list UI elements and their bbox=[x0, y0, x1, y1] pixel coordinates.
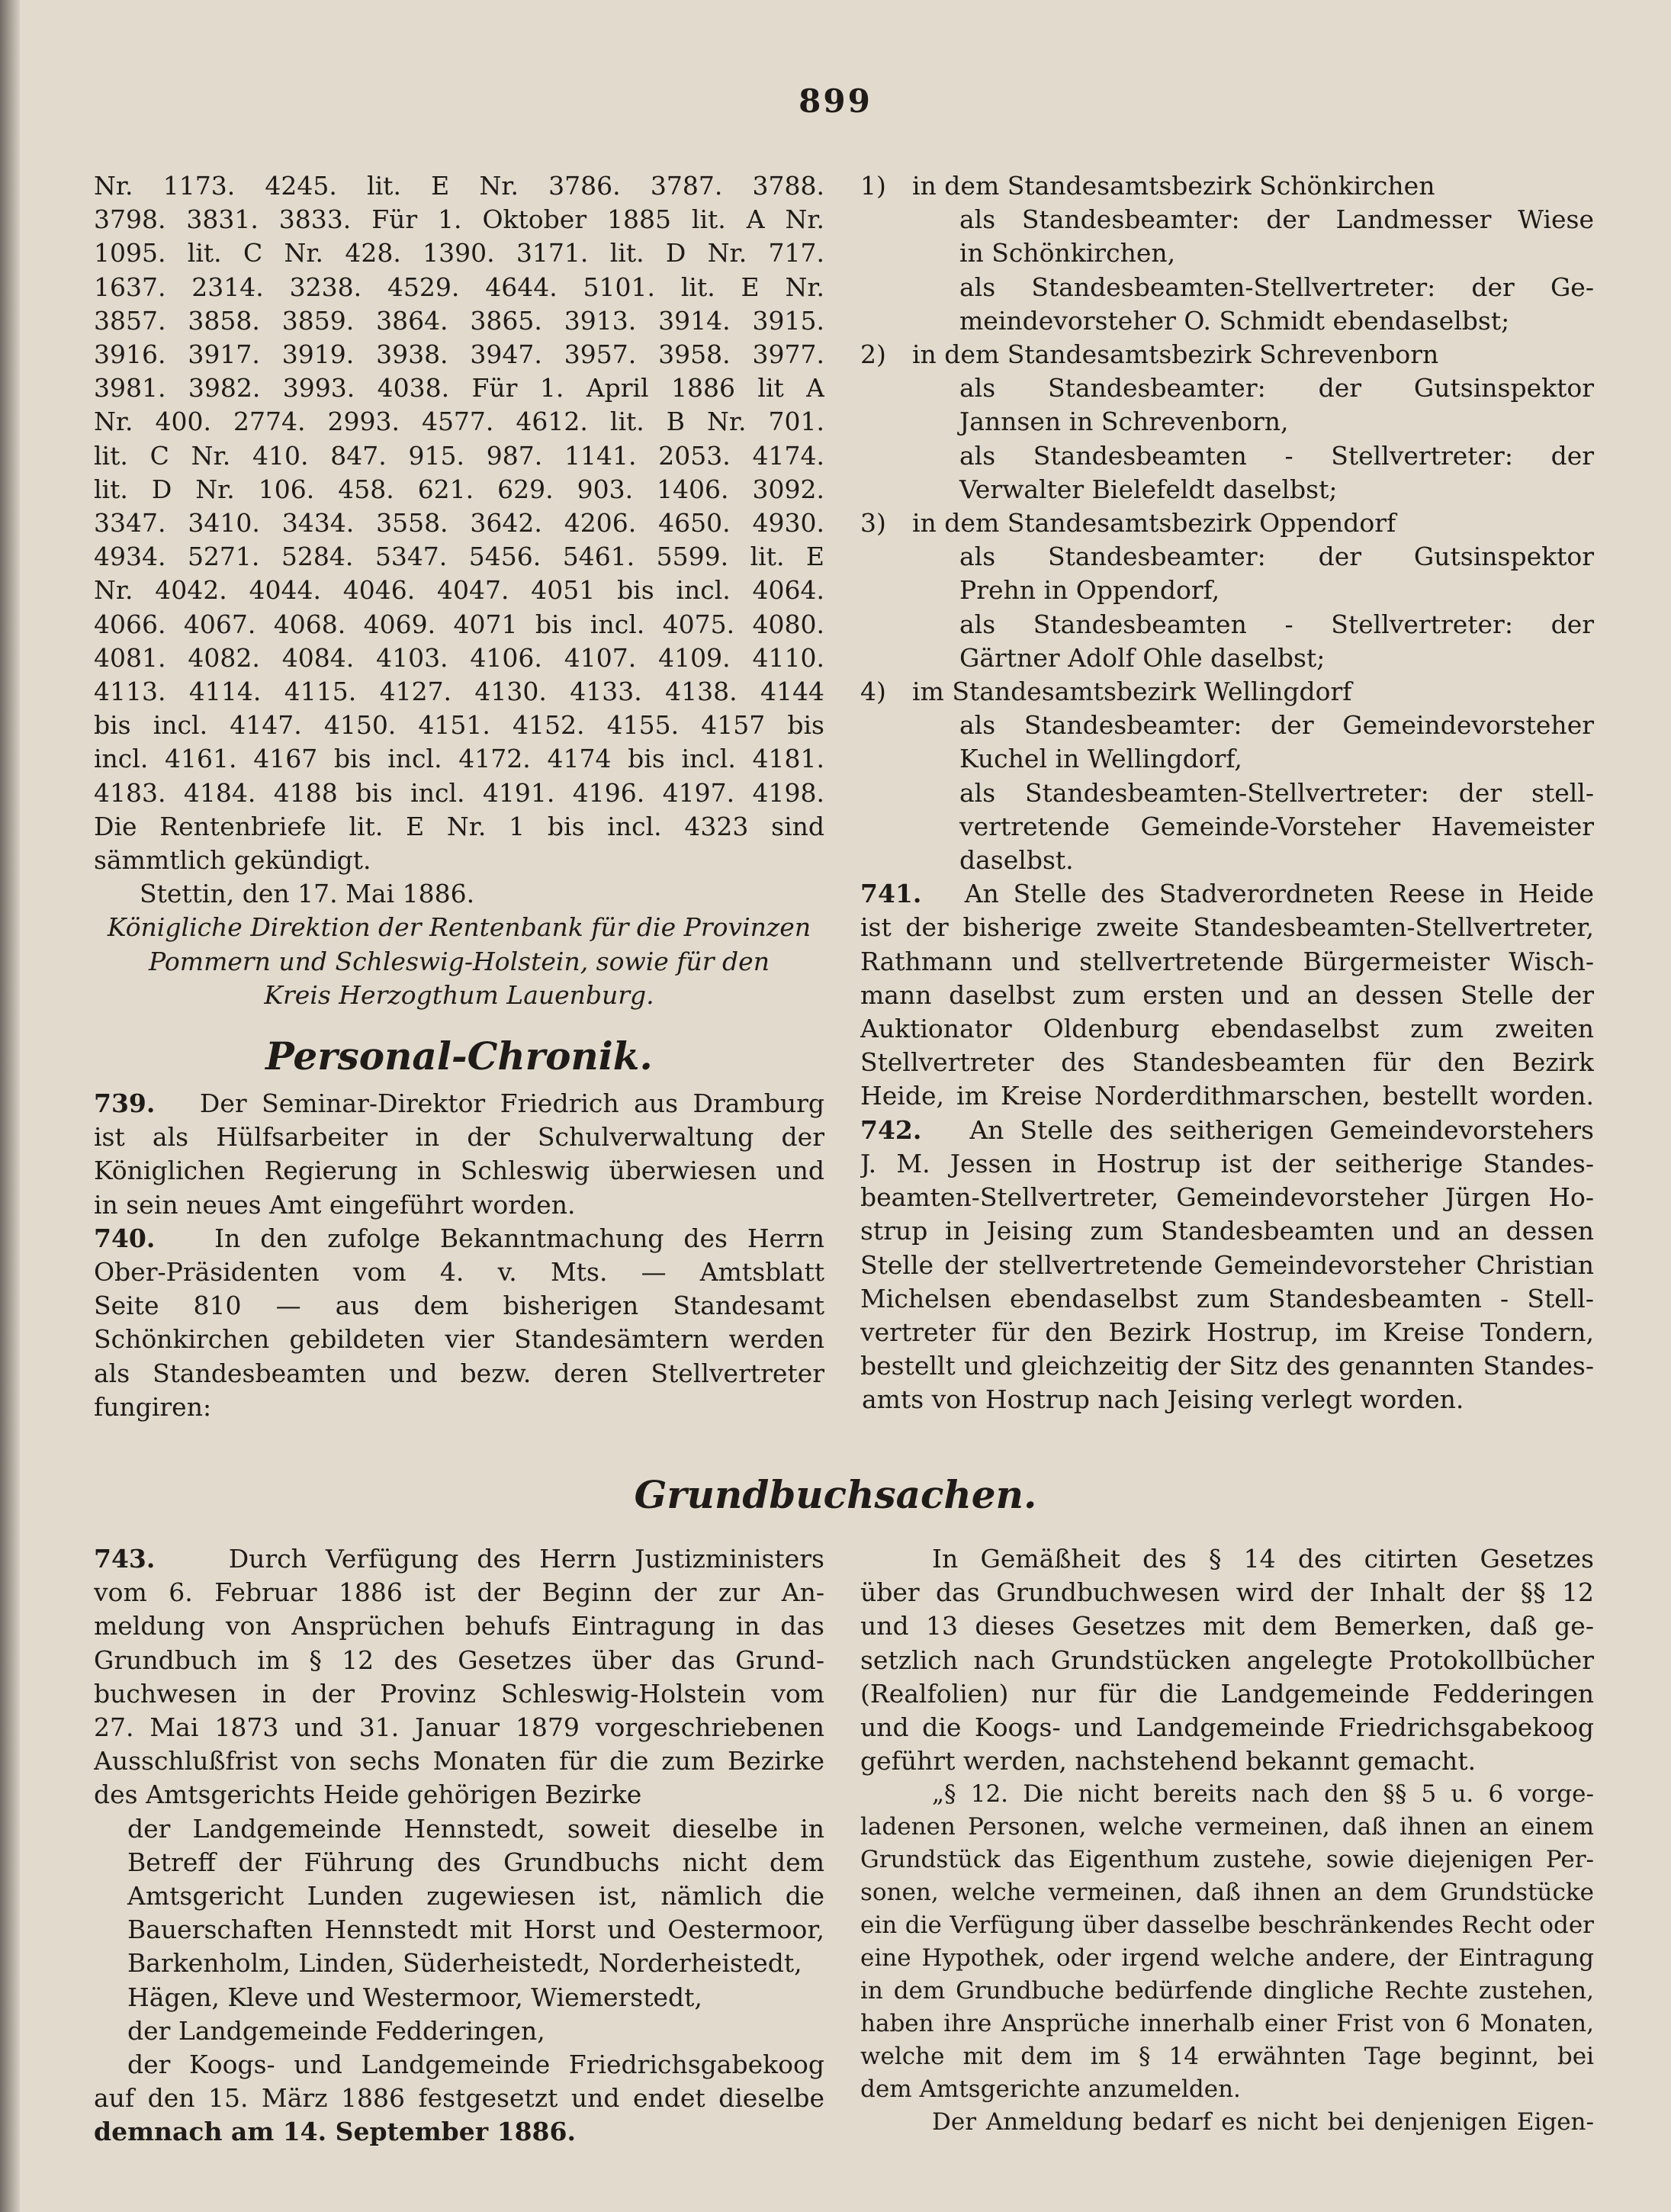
left-column-top bbox=[94, 169, 824, 1012]
text-line: Nr. 4042. 4044. 4046. 4047. 4051 bis incl. 4064. bbox=[94, 575, 824, 606]
text-line: Verwalter Bielefeldt daselbst; bbox=[959, 474, 1338, 504]
text-line: als Standesbeamten - Stellvertreter: der bbox=[959, 440, 1594, 471]
text-line: mann daselbst zum ersten und an dessen Stelle der bbox=[860, 979, 1594, 1010]
text-line: „§ 12. Die nicht bereits nach den §§ 5 u. 6 vorge- bbox=[932, 1780, 1594, 1809]
text-line: Ober-Präsidenten vom 4. v. Mts. — Amtsblatt bbox=[94, 1257, 824, 1288]
text-line: der Koogs- und Landgemeinde Friedrichsgabekoog bbox=[127, 2050, 824, 2080]
list-item-3 bbox=[860, 506, 1594, 675]
text-line: Stellvertreter des Standesbeamten für den Bezirk bbox=[860, 1047, 1594, 1078]
text-line: im Standesamtsbezirk Wellingdorf bbox=[912, 677, 1352, 707]
text-line: strup in Jeising zum Standesbeamten und an dessen bbox=[860, 1216, 1594, 1246]
text-line: in dem Standesamtsbezirk Oppendorf bbox=[912, 508, 1396, 539]
text-line: incl. 4161. 4167 bis incl. 4172. 4174 bis incl. 4181. bbox=[94, 744, 824, 774]
text-line: bis incl. 4147. 4150. 4151. 4152. 4155. 4157 bis bbox=[94, 710, 824, 741]
text-segment: In den zufolge Bekanntmachung des Herrn bbox=[214, 1223, 824, 1253]
text-line: Grundbuch im § 12 des Gesetzes über das Grund- bbox=[94, 1645, 824, 1675]
text-segment: An Stelle des seitherigen Gemeindevorstehers bbox=[969, 1114, 1594, 1145]
date-line: Stettin, den 17. Mai 1886. bbox=[140, 879, 475, 909]
right-column-top bbox=[860, 169, 1594, 1417]
text-line: fungiren: bbox=[94, 1391, 212, 1422]
text-line: als Standesbeamter: der Gutsinspektor bbox=[959, 373, 1594, 403]
text-line: 3347. 3410. 3434. 3558. 3642. 4206. 4650. 4930. bbox=[94, 508, 824, 539]
text-line: 3798. 3831. 3833. Für 1. Oktober 1885 lit. A Nr. bbox=[94, 204, 824, 235]
item-label: 2) bbox=[860, 339, 886, 370]
text-line: amts von Hostrup nach Jeising verlegt worden. bbox=[862, 1384, 1464, 1415]
personal-chronik-heading: Personal-Chronik. bbox=[265, 1034, 653, 1079]
text-line: 1095. lit. C Nr. 428. 1390. 3171. lit. D Nr. 717. bbox=[94, 238, 824, 268]
text-line: Heide, im Kreise Norderdithmarschen, bestellt worden. bbox=[860, 1081, 1594, 1111]
text-line: welche mit dem im § 14 erwähnten Tage beginnt, bei bbox=[860, 2043, 1594, 2071]
entry-number: 739. bbox=[94, 1088, 156, 1118]
text-line: Schönkirchen gebildeten vier Standesämtern werden bbox=[94, 1324, 824, 1355]
rentenbrief-list bbox=[94, 169, 824, 877]
signature-line: Königliche Direktion der Rentenbank für die Provinzen bbox=[107, 912, 811, 943]
grundbuch-left-column bbox=[94, 1542, 824, 2149]
text-line: sonen, welche vermeinen, daß ihnen an dem Grundstücke bbox=[860, 1879, 1594, 1907]
entry-number: 743. bbox=[94, 1544, 156, 1574]
text-line: daselbst. bbox=[959, 845, 1074, 876]
text-line: Auktionator Oldenburg ebendaselbst zum zweiten bbox=[860, 1014, 1594, 1044]
text-line: Rathmann und stellvertretende Bürgermeister Wisch- bbox=[860, 946, 1594, 976]
text-line: demnach am 14. September 1886. bbox=[94, 2117, 576, 2147]
signature-line: Pommern und Schleswig-Holstein, sowie für den bbox=[149, 946, 770, 976]
text-line bbox=[860, 877, 1594, 911]
text-line: vertretende Gemeinde-Vorsteher Havemeister bbox=[959, 811, 1594, 841]
text-line: meldung von Ansprüchen behufs Eintragung in das bbox=[94, 1611, 824, 1641]
text-line: und 13 dieses Gesetzes mit dem Bemerken, daß ge- bbox=[860, 1611, 1594, 1641]
text-line: ladenen Personen, welche vermeinen, daß ihnen an einem bbox=[860, 1813, 1594, 1841]
list-item-4 bbox=[860, 675, 1594, 877]
text-line: als Standesbeamter: der Landmesser Wiese bbox=[959, 204, 1594, 235]
text-line: Barkenholm, Linden, Süderheistedt, Norderheistedt, bbox=[127, 1948, 802, 1979]
text-line bbox=[94, 1542, 824, 1576]
text-line: als Standesbeamten-Stellvertreter: der stell- bbox=[959, 777, 1594, 808]
text-line: auf den 15. März 1886 festgesetzt und endet dieselbe bbox=[94, 2083, 824, 2114]
grundbuch-heading: Grundbuchsachen. bbox=[634, 1472, 1037, 1517]
text-line: Kuchel in Wellingdorf, bbox=[959, 744, 1242, 774]
entry-number: 740. bbox=[94, 1223, 156, 1253]
text-line: vertreter für den Bezirk Hostrup, im Kreise Tondern, bbox=[860, 1317, 1594, 1347]
text-line: 4066. 4067. 4068. 4069. 4071 bis incl. 4075. 4080. bbox=[94, 609, 824, 639]
text-line: der Landgemeinde Hennstedt, soweit dieselbe in bbox=[127, 1813, 824, 1844]
text-line: In Gemäßheit des § 14 des citirten Gesetzes bbox=[932, 1544, 1594, 1574]
entry-number: 741. bbox=[860, 879, 922, 909]
text-line: Die Rentenbriefe lit. E Nr. 1 bis incl. 4323 sind bbox=[94, 811, 824, 841]
text-line: buchwesen in der Provinz Schleswig-Holstein vom bbox=[94, 1678, 824, 1709]
text-line: Ausschlußfrist von sechs Monaten für die zum Bezirke bbox=[94, 1746, 824, 1776]
text-line: ist der bisherige zweite Standesbeamten-Stellvertreter, bbox=[860, 912, 1594, 943]
text-line: Seite 810 — aus dem bisherigen Standesamt bbox=[94, 1291, 824, 1321]
text-line: Der Anmeldung bedarf es nicht bei denjenigen Eigen- bbox=[932, 2108, 1594, 2136]
text-line: in dem Standesamtsbezirk Schrevenborn bbox=[912, 339, 1439, 370]
item-label: 3) bbox=[860, 508, 886, 539]
text-line: Prehn in Oppendorf, bbox=[959, 575, 1220, 606]
text-line: 3916. 3917. 3919. 3938. 3947. 3957. 3958. 3977. bbox=[94, 339, 824, 370]
paragraph-12-quote bbox=[860, 1778, 1594, 2139]
text-line: 4081. 4082. 4084. 4103. 4106. 4107. 4109. 4110. bbox=[94, 642, 824, 673]
text-line: in dem Standesamtsbezirk Schönkirchen bbox=[912, 171, 1435, 201]
text-line: Betreff der Führung des Grundbuchs nicht dem bbox=[127, 1847, 824, 1877]
entry-number: 742. bbox=[860, 1114, 922, 1145]
text-line: lit. C Nr. 410. 847. 915. 987. 1141. 2053. 4174. bbox=[94, 440, 824, 471]
entry-739 bbox=[94, 1087, 824, 1222]
text-line: sämmtlich gekündigt. bbox=[94, 845, 371, 876]
text-line bbox=[94, 1222, 824, 1256]
text-line: dem Amtsgerichte anzumelden. bbox=[860, 2075, 1241, 2104]
text-line: vom 6. Februar 1886 ist der Beginn der zur An- bbox=[94, 1577, 824, 1608]
text-segment: Durch Verfügung des Herrn Justizministers bbox=[228, 1544, 824, 1574]
text-line: über das Grundbuchwesen wird der Inhalt der §§ 12 bbox=[860, 1577, 1594, 1608]
list-item-1 bbox=[860, 169, 1594, 338]
text-line: in sein neues Amt eingeführt worden. bbox=[94, 1189, 576, 1220]
text-line: Hägen, Kleve und Westermoor, Wiemerstedt, bbox=[127, 1982, 702, 2012]
text-line: 27. Mai 1873 und 31. Januar 1879 vorgeschriebenen bbox=[94, 1712, 824, 1743]
text-line: J. M. Jessen in Hostrup ist der seitherige Standes- bbox=[860, 1148, 1594, 1178]
text-line: Königlichen Regierung in Schleswig überwiesen und bbox=[94, 1156, 824, 1186]
text-line: (Realfolien) nur für die Landgemeinde Fedderingen bbox=[860, 1678, 1594, 1709]
text-line: haben ihre Ansprüche innerhalb einer Frist von 6 Monaten, bbox=[860, 2010, 1594, 2038]
text-line: ist als Hülfsarbeiter in der Schulverwaltung der bbox=[94, 1122, 824, 1153]
text-line: setzlich nach Grundstücken angelegte Protokollbücher bbox=[860, 1645, 1594, 1675]
text-line: Michelsen ebendaselbst zum Standesbeamten - Stell- bbox=[860, 1283, 1594, 1313]
text-line: 1637. 2314. 3238. 4529. 4644. 5101. lit. E Nr. bbox=[94, 272, 824, 302]
text-line: in Schönkirchen, bbox=[959, 238, 1176, 268]
text-line: eine Hypothek, oder irgend welche andere, der Eintragung bbox=[860, 1944, 1594, 1972]
grundbuch-right-column bbox=[860, 1542, 1594, 2139]
text-line: als Standesbeamten-Stellvertreter: der Ge- bbox=[959, 272, 1594, 302]
text-line: 3857. 3858. 3859. 3864. 3865. 3913. 3914. 3915. bbox=[94, 305, 824, 336]
text-line: und die Koogs- und Landgemeinde Friedrichsgabekoog bbox=[860, 1712, 1594, 1743]
text-line: Bauerschaften Hennstedt mit Horst und Oestermoor, bbox=[127, 1915, 824, 1945]
item-label: 4) bbox=[860, 677, 886, 707]
text-line: bestellt und gleichzeitig der Sitz des genannten Standes- bbox=[860, 1351, 1594, 1381]
text-line: als Standesbeamten - Stellvertreter: der bbox=[959, 609, 1594, 639]
text-line: Gärtner Adolf Ohle daselbst; bbox=[959, 642, 1326, 673]
page-number: 899 bbox=[799, 82, 872, 120]
text-line: als Standesbeamter: der Gemeindevorsteher bbox=[959, 710, 1594, 741]
text-line: meindevorsteher O. Schmidt ebendaselbst; bbox=[959, 305, 1510, 336]
text-line: Nr. 400. 2774. 2993. 4577. 4612. lit. B Nr. 701. bbox=[94, 407, 824, 437]
text-line: Jannsen in Schrevenborn, bbox=[959, 407, 1289, 437]
text-line: geführt werden, nachstehend bekannt gemacht. bbox=[860, 1746, 1477, 1776]
item-label: 1) bbox=[860, 171, 886, 201]
text-line: Nr. 1173. 4245. lit. E Nr. 3786. 3787. 3788. bbox=[94, 171, 824, 201]
entry-741 bbox=[860, 877, 1594, 1113]
text-line: der Landgemeinde Fedderingen, bbox=[127, 2015, 545, 2046]
text-line: 4934. 5271. 5284. 5347. 5456. 5461. 5599. lit. E bbox=[94, 542, 824, 572]
text-line: Grundstück das Eigenthum zustehe, sowie diejenigen Per- bbox=[860, 1846, 1594, 1874]
text-line: 4183. 4184. 4188 bis incl. 4191. 4196. 4197. 4198. bbox=[94, 777, 824, 808]
book-binding-shadow bbox=[0, 0, 20, 2212]
entry-742 bbox=[860, 1114, 1594, 1417]
text-line: Stelle der stellvertretende Gemeindevorsteher Christian bbox=[860, 1249, 1594, 1280]
text-line: lit. D Nr. 106. 458. 621. 629. 903. 1406. 3092. bbox=[94, 474, 824, 504]
text-line: als Standesbeamter: der Gutsinspektor bbox=[959, 542, 1594, 572]
list-item-2 bbox=[860, 338, 1594, 506]
text-line: ein die Verfügung über dasselbe beschränkendes Recht oder bbox=[860, 1911, 1594, 1940]
text-line: als Standesbeamten und bezw. deren Stellvertreter bbox=[94, 1358, 824, 1388]
text-line bbox=[860, 1114, 1594, 1147]
text-line: 3981. 3982. 3993. 4038. Für 1. April 1886 lit A bbox=[94, 373, 824, 403]
entry-740 bbox=[94, 1222, 824, 1424]
text-line: des Amtsgerichts Heide gehörigen Bezirke bbox=[94, 1780, 642, 1810]
text-line: 4113. 4114. 4115. 4127. 4130. 4133. 4138. 4144 bbox=[94, 677, 824, 707]
text-segment: An Stelle des Stadverordneten Reese in Heide bbox=[964, 879, 1594, 909]
text-segment: Der Seminar-Direktor Friedrich aus Dramburg bbox=[199, 1088, 824, 1118]
left-column-chronik bbox=[94, 1087, 824, 1424]
text-line: in dem Grundbuche bedürfende dingliche Rechte zustehen, bbox=[860, 1977, 1594, 2005]
signature-line: Kreis Herzogthum Lauenburg. bbox=[264, 979, 654, 1010]
text-line: Amtsgericht Lunden zugewiesen ist, nämlich die bbox=[127, 1881, 824, 1911]
text-line bbox=[94, 1087, 824, 1120]
text-line: beamten-Stellvertreter, Gemeindevorsteher Jürgen Ho- bbox=[860, 1182, 1594, 1213]
